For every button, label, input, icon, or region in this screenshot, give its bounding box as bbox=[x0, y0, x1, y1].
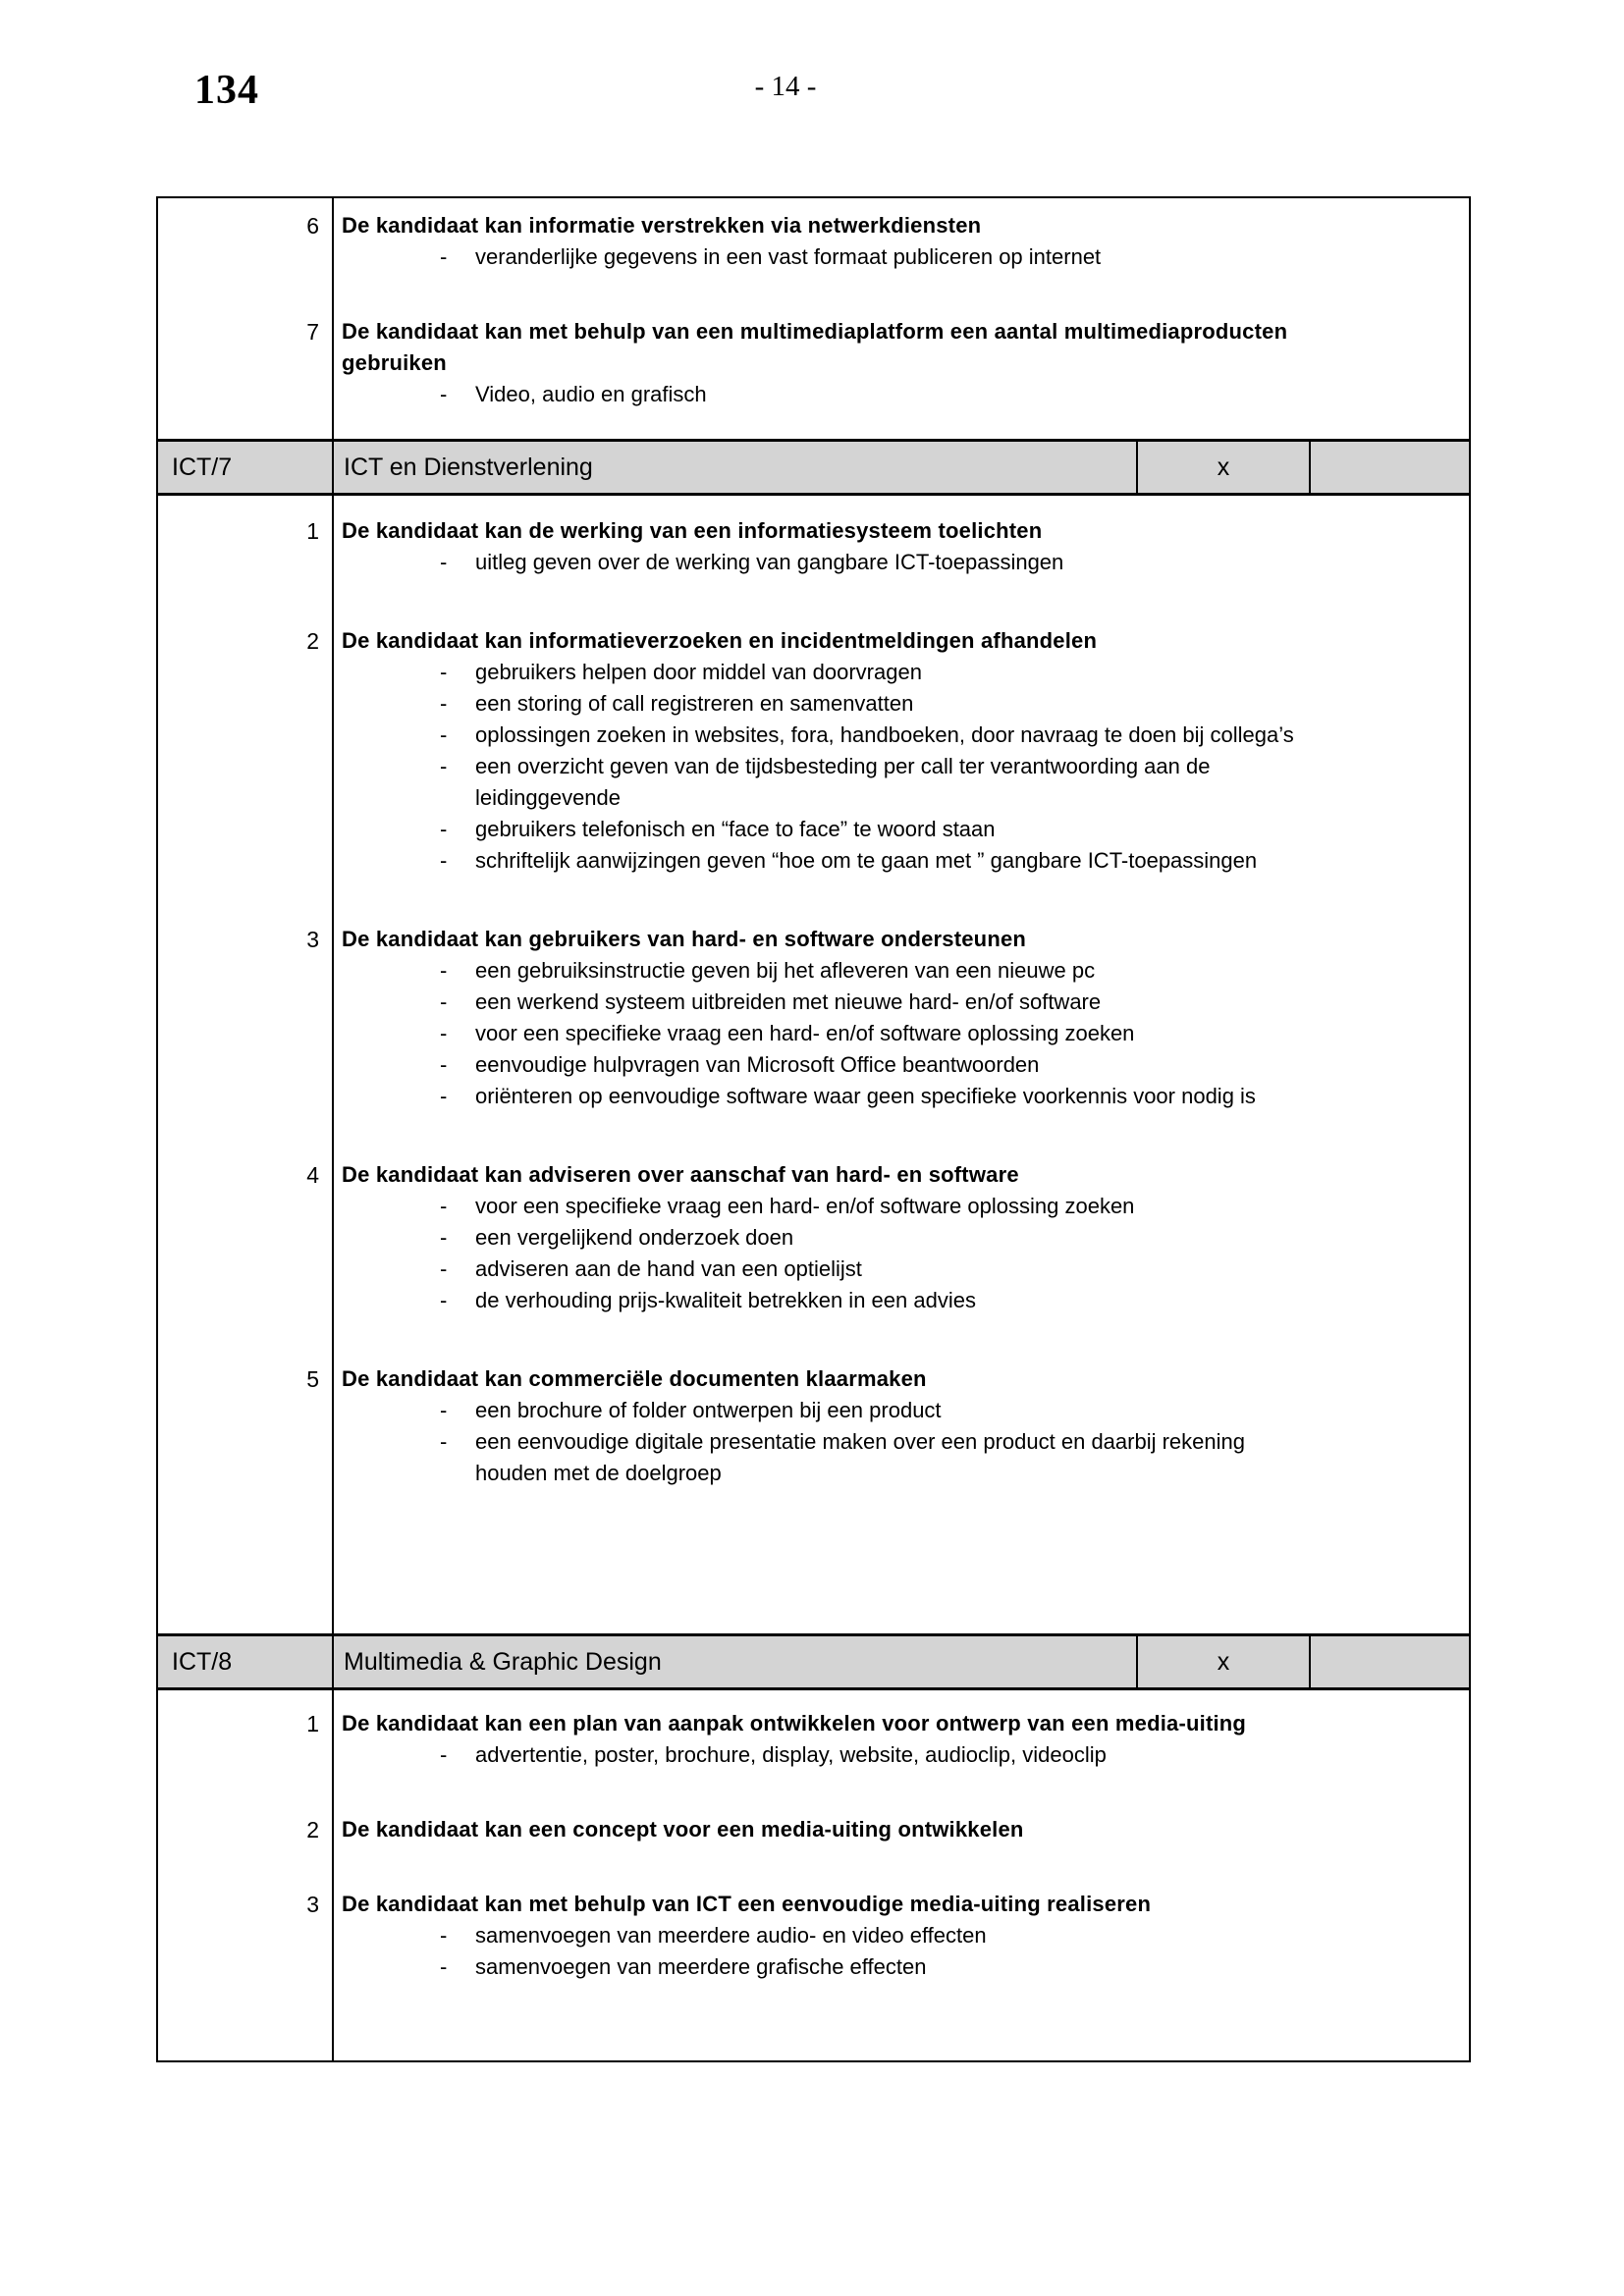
bullet-text: de verhouding prijs-kwaliteit betrekken in een advies bbox=[475, 1288, 976, 1312]
bullet-dash: - bbox=[440, 1052, 448, 1077]
bullet-item bbox=[342, 241, 1376, 273]
bullet-item bbox=[342, 547, 1376, 578]
item-statement: De kandidaat kan met behulp van een multimediaplatform een aantal multimediaproducten gebruiken bbox=[342, 319, 1288, 375]
bullet-item bbox=[342, 657, 1376, 688]
item-content bbox=[332, 1159, 1469, 1363]
bullet-item bbox=[342, 1920, 1376, 1951]
bullet-text: adviseren aan de hand van een optielijst bbox=[475, 1256, 862, 1281]
item-statement: De kandidaat kan informatie verstrekken via netwerkdiensten bbox=[342, 213, 982, 238]
item-content bbox=[332, 1814, 1469, 1889]
item-statement: De kandidaat kan adviseren over aanschaf van hard- en software bbox=[342, 1162, 1019, 1187]
bullet-text: een overzicht geven van de tijdsbesteding per call ter verantwoording aan de leidinggevende bbox=[475, 754, 1211, 810]
competency-item bbox=[158, 924, 1469, 1159]
bullet-item bbox=[342, 1285, 1376, 1316]
item-number: 1 bbox=[306, 1711, 319, 1736]
bullet-item bbox=[342, 751, 1376, 814]
bullet-dash: - bbox=[440, 722, 448, 747]
bullet-text: samenvoegen van meerdere audio- en video effecten bbox=[475, 1923, 987, 1948]
item-number: 2 bbox=[306, 1817, 319, 1842]
bullet-text: oplossingen zoeken in websites, fora, handboeken, door navraag te doen bij collega’s bbox=[475, 722, 1294, 747]
bullet-text: uitleg geven over de werking van gangbare ICT-toepassingen bbox=[475, 550, 1064, 574]
bullet-text: gebruikers helpen door middel van doorvragen bbox=[475, 660, 922, 684]
item-content bbox=[332, 316, 1469, 410]
bullet-dash: - bbox=[440, 1084, 448, 1108]
item-number: 6 bbox=[306, 213, 319, 239]
item-content bbox=[332, 515, 1469, 625]
bullet-dash: - bbox=[440, 660, 448, 684]
bullet-item bbox=[342, 814, 1376, 845]
competency-item bbox=[158, 1889, 1469, 1983]
bullet-item bbox=[342, 1222, 1376, 1254]
competency-table bbox=[156, 196, 1471, 2062]
bullet-text: veranderlijke gegevens in een vast formaat publiceren op internet bbox=[475, 244, 1102, 269]
bullet-dash: - bbox=[440, 550, 448, 574]
bullet-text: Video, audio en grafisch bbox=[475, 382, 707, 406]
item-statement: De kandidaat kan de werking van een informatiesysteem toelichten bbox=[342, 518, 1043, 543]
section-ict7-body bbox=[158, 496, 1469, 1633]
bullet-dash: - bbox=[440, 382, 448, 406]
bullet-item bbox=[342, 688, 1376, 720]
item-number: 7 bbox=[306, 319, 319, 345]
item-number: 4 bbox=[306, 1162, 319, 1188]
bullet-dash: - bbox=[440, 244, 448, 269]
bullet-text: oriënteren op eenvoudige software waar geen specifieke voorkennis voor nodig is bbox=[475, 1084, 1256, 1108]
competency-item bbox=[158, 316, 1469, 410]
item-number: 3 bbox=[306, 1892, 319, 1917]
bullet-item bbox=[342, 1081, 1376, 1112]
bullet-item bbox=[342, 1426, 1376, 1489]
section-title: Multimedia & Graphic Design bbox=[334, 1636, 1138, 1687]
competency-item bbox=[158, 1159, 1469, 1363]
item-statement: De kandidaat kan een plan van aanpak ontwikkelen voor ontwerp van een media-uiting bbox=[342, 1711, 1247, 1735]
bullet-item bbox=[342, 955, 1376, 987]
bullet-item bbox=[342, 1018, 1376, 1049]
bullet-dash: - bbox=[440, 1742, 448, 1767]
bullet-dash: - bbox=[440, 1954, 448, 1979]
bullet-dash: - bbox=[440, 848, 448, 873]
bullet-item bbox=[342, 1739, 1376, 1771]
bullet-dash: - bbox=[440, 1194, 448, 1218]
section-title: ICT en Dienstverlening bbox=[334, 442, 1138, 493]
bullet-item bbox=[342, 1191, 1376, 1222]
item-content bbox=[332, 625, 1469, 924]
bullet-text: een brochure of folder ontwerpen bij een product bbox=[475, 1398, 942, 1422]
bullet-dash: - bbox=[440, 1256, 448, 1281]
item-content bbox=[332, 1708, 1469, 1814]
bullet-item bbox=[342, 845, 1376, 877]
bullet-dash: - bbox=[440, 1923, 448, 1948]
item-statement: De kandidaat kan informatieverzoeken en incidentmeldingen afhandelen bbox=[342, 628, 1098, 653]
competency-item bbox=[158, 515, 1469, 625]
section-mark: x bbox=[1138, 1636, 1311, 1687]
bullet-text: advertentie, poster, brochure, display, website, audioclip, videoclip bbox=[475, 1742, 1107, 1767]
item-statement: De kandidaat kan gebruikers van hard- en software ondersteunen bbox=[342, 927, 1027, 951]
section-header-ict8 bbox=[158, 1633, 1469, 1690]
bullet-text: een gebruiksinstructie geven bij het afleveren van een nieuwe pc bbox=[475, 958, 1096, 983]
page-number: 134 bbox=[194, 68, 259, 113]
item-content bbox=[332, 1889, 1469, 1983]
section-ict8-body bbox=[158, 1690, 1469, 2060]
bullet-dash: - bbox=[440, 817, 448, 841]
bullet-text: een eenvoudige digitale presentatie maken over een product en daarbij rekening houden met de doelgroep bbox=[475, 1429, 1245, 1485]
bullet-dash: - bbox=[440, 1021, 448, 1045]
section-mark-empty bbox=[1311, 1636, 1469, 1687]
bullet-text: schriftelijk aanwijzingen geven “hoe om te gaan met ” gangbare ICT-toepassingen bbox=[475, 848, 1258, 873]
section-mark: x bbox=[1138, 442, 1311, 493]
bullet-dash: - bbox=[440, 989, 448, 1014]
bullet-text: een vergelijkend onderzoek doen bbox=[475, 1225, 794, 1250]
bullet-dash: - bbox=[440, 1288, 448, 1312]
bullet-text: een werkend systeem uitbreiden met nieuwe hard- en/of software bbox=[475, 989, 1102, 1014]
page-header-number: - 14 - bbox=[754, 71, 817, 102]
item-number: 1 bbox=[306, 518, 319, 544]
bullet-text: samenvoegen van meerdere grafische effecten bbox=[475, 1954, 927, 1979]
item-number: 3 bbox=[306, 927, 319, 952]
item-content bbox=[332, 1363, 1469, 1489]
bullet-dash: - bbox=[440, 691, 448, 716]
competency-item bbox=[158, 1708, 1469, 1814]
section-continued bbox=[158, 198, 1469, 439]
competency-item bbox=[158, 1814, 1469, 1889]
section-header-ict7 bbox=[158, 439, 1469, 496]
competency-item bbox=[158, 210, 1469, 316]
bullet-item bbox=[342, 1395, 1376, 1426]
section-code: ICT/8 bbox=[158, 1636, 334, 1687]
bullet-item bbox=[342, 720, 1376, 751]
item-statement: De kandidaat kan een concept voor een media-uiting ontwikkelen bbox=[342, 1817, 1024, 1842]
bullet-item bbox=[342, 987, 1376, 1018]
bullet-text: eenvoudige hulpvragen van Microsoft Office beantwoorden bbox=[475, 1052, 1040, 1077]
bullet-item bbox=[342, 1254, 1376, 1285]
bullet-dash: - bbox=[440, 1429, 448, 1454]
bullet-text: een storing of call registreren en samenvatten bbox=[475, 691, 914, 716]
bullet-dash: - bbox=[440, 1398, 448, 1422]
bullet-dash: - bbox=[440, 1225, 448, 1250]
competency-item bbox=[158, 625, 1469, 924]
bullet-item bbox=[342, 379, 1376, 410]
item-statement: De kandidaat kan met behulp van ICT een eenvoudige media-uiting realiseren bbox=[342, 1892, 1152, 1916]
competency-item bbox=[158, 1363, 1469, 1489]
bullet-dash: - bbox=[440, 958, 448, 983]
bullet-text: gebruikers telefonisch en “face to face” te woord staan bbox=[475, 817, 996, 841]
item-content bbox=[332, 924, 1469, 1159]
bullet-item bbox=[342, 1049, 1376, 1081]
bullet-dash: - bbox=[440, 754, 448, 778]
bullet-text: voor een specifieke vraag een hard- en/of software oplossing zoeken bbox=[475, 1021, 1135, 1045]
item-statement: De kandidaat kan commerciële documenten klaarmaken bbox=[342, 1366, 927, 1391]
item-number: 5 bbox=[306, 1366, 319, 1392]
section-code: ICT/7 bbox=[158, 442, 334, 493]
item-content bbox=[332, 210, 1469, 316]
section-mark-empty bbox=[1311, 442, 1469, 493]
bullet-text: voor een specifieke vraag een hard- en/of software oplossing zoeken bbox=[475, 1194, 1135, 1218]
bullet-item bbox=[342, 1951, 1376, 1983]
item-number: 2 bbox=[306, 628, 319, 654]
